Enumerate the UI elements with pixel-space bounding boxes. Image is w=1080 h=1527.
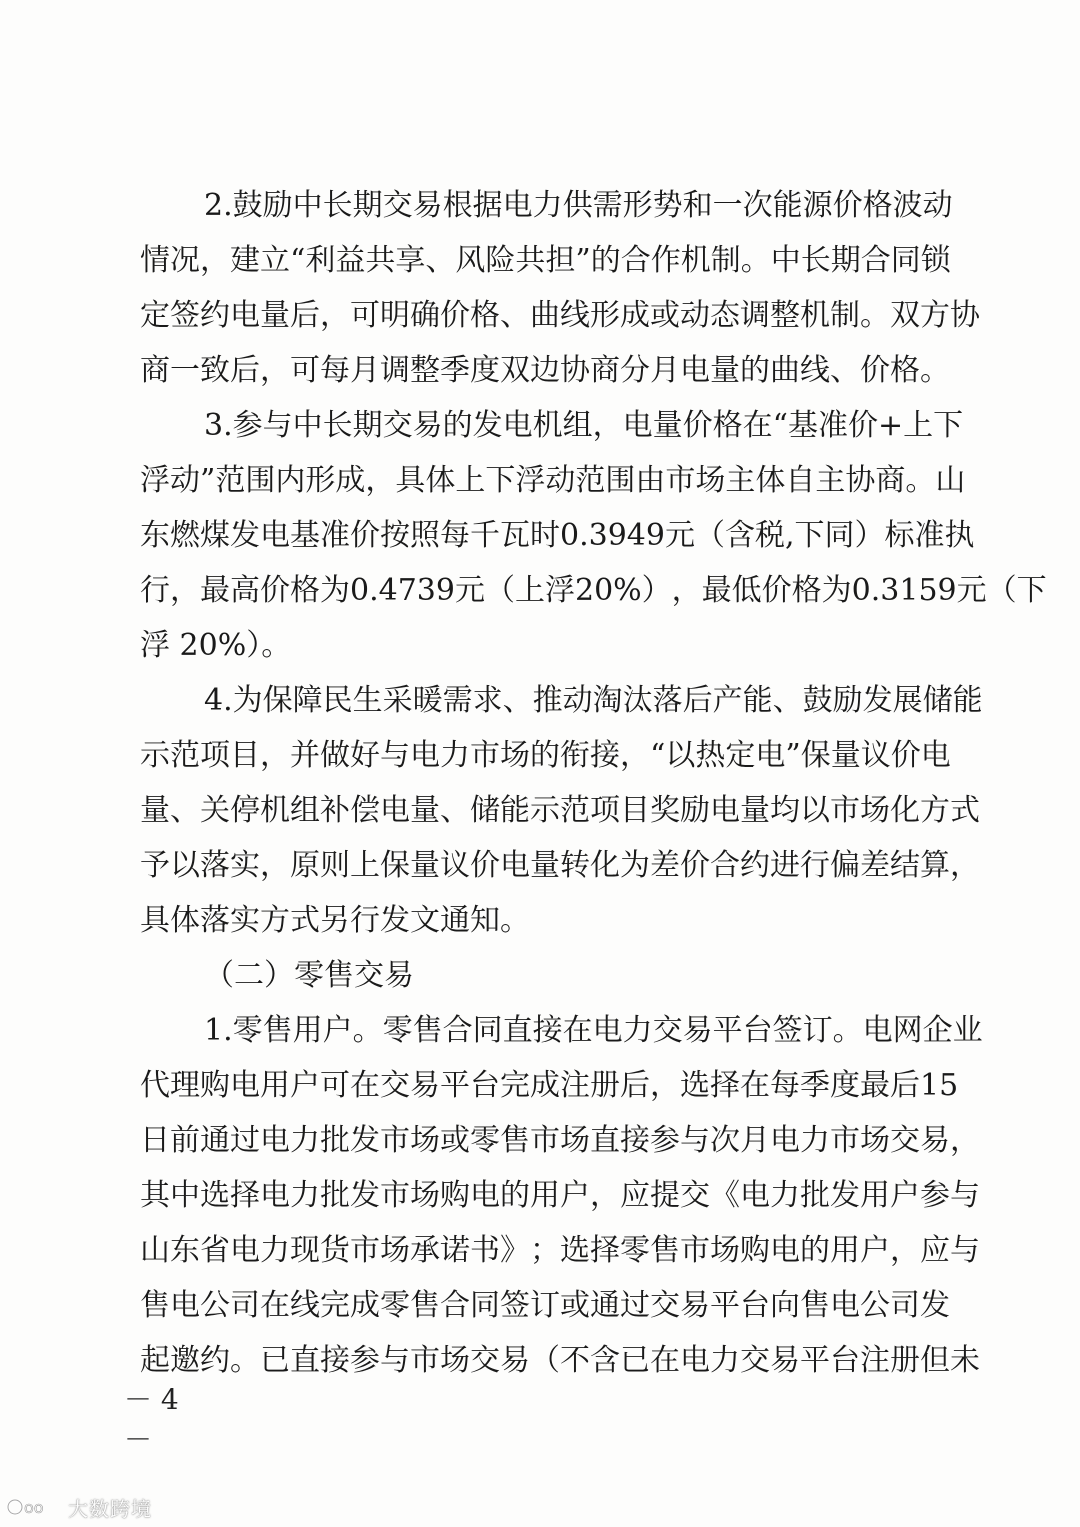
watermark-logo-icon [6,1495,62,1519]
watermark-text: 大数跨境 [68,1496,152,1521]
paragraph-line-7: 东 燃 煤 发 电 基 准 价 按 照 每 千 瓦 时 0.3949 元 （ 含 税 , 下 同 ） 标 准 执 [140,518,975,553]
paragraph-line-18: 日 前 通 过 电 力 批 发 市 场 或 零 售 市 场 直 接 参 与 次 月 电 力 市 场 交 易 ， [140,1123,980,1158]
page-number: － 4 － [124,1383,179,1456]
paragraph-line-5: 3. 参 与 中 长 期 交 易 的 发 电 机 组 ， 电 量 价 格 在 “ 基 准 价 + 上 下 [204,408,964,443]
paragraph-line-20: 山 东 省 电 力 现 货 市 场 承 诺 书 》 ； 选 择 零 售 市 场 购 电 的 用 户 ， 应 与 [140,1233,980,1268]
paragraph-line-2: 情 况 ， 建 立 “ 利 益 共 享 、 风 险 共 担 ” 的 合 作 机 制 。 中 长 期 合 同 锁 [140,243,951,278]
paragraph-line-9: 浮 20%）。 [140,628,292,663]
paragraph-line-22: 起 邀 约 。 已 直 接 参 与 市 场 交 易 （ 不 含 已 在 电 力 交 易 平 台 注 册 但 未 [140,1343,980,1378]
paragraph-line-6: 浮 动 ” 范 围 内 形 成 ， 具 体 上 下 浮 动 范 围 由 市 场 主 体 自 主 协 商 。 山 [140,463,966,498]
svg-text:oo: oo [24,1498,44,1517]
paragraph-line-13: 予 以 落 实 ， 原 则 上 保 量 议 价 电 量 转 化 为 差 价 合 约 进 行 偏 差 结 算 ， [140,848,980,883]
paragraph-line-21: 售 电 公 司 在 线 完 成 零 售 合 同 签 订 或 通 过 交 易 平 台 向 售 电 公 司 发 [140,1288,950,1323]
paragraph-line-1: 2. 鼓 励 中 长 期 交 易 根 据 电 力 供 需 形 势 和 一 次 能 源 价 格 波 动 [204,188,953,223]
paragraph-line-17: 代 理 购 电 用 户 可 在 交 易 平 台 完 成 注 册 后 ， 选 择 在 每 季 度 最 后 15 [140,1068,959,1103]
paragraph-line-3: 定 签 约 电 量 后 ， 可 明 确 价 格 、 曲 线 形 成 或 动 态 调 整 机 制 。 双 方 协 [140,298,980,333]
paragraph-line-10: 4. 为 保 障 民 生 采 暖 需 求 、 推 动 淘 汰 落 后 产 能 、 鼓 励 发 展 储 能 [204,683,983,718]
paragraph-line-12: 量 、 关 停 机 组 补 偿 电 量 、 储 能 示 范 项 目 奖 励 电 量 均 以 市 场 化 方 式 [140,793,980,828]
paragraph-line-4: 商一致后，可每月调整季度双边协商分月电量的曲线、价格。 [140,353,950,388]
section-heading: （二）零售交易 [204,958,414,993]
paragraph-line-14: 具体落实方式另行发文通知。 [140,903,530,938]
watermark [6,1492,152,1522]
paragraph-line-16: 1. 零 售 用 户 。 零 售 合 同 直 接 在 电 力 交 易 平 台 签 订 。 电 网 企 业 [204,1013,983,1048]
paragraph-line-19: 其 中 选 择 电 力 批 发 市 场 购 电 的 用 户 ， 应 提 交 《 电 力 批 发 用 户 参 与 [140,1178,980,1213]
paragraph-line-11: 示 范 项 目 ， 并 做 好 与 电 力 市 场 的 衔 接 ， “ 以 热 定 电 ” 保 量 议 价 电 [140,738,951,773]
paragraph-line-8: 行 ， 最 高 价 格 为 0.4739 元 （ 上 浮 20% ） ， 最 低 价 格 为 0.3159 元 （ 下 [140,573,1047,608]
